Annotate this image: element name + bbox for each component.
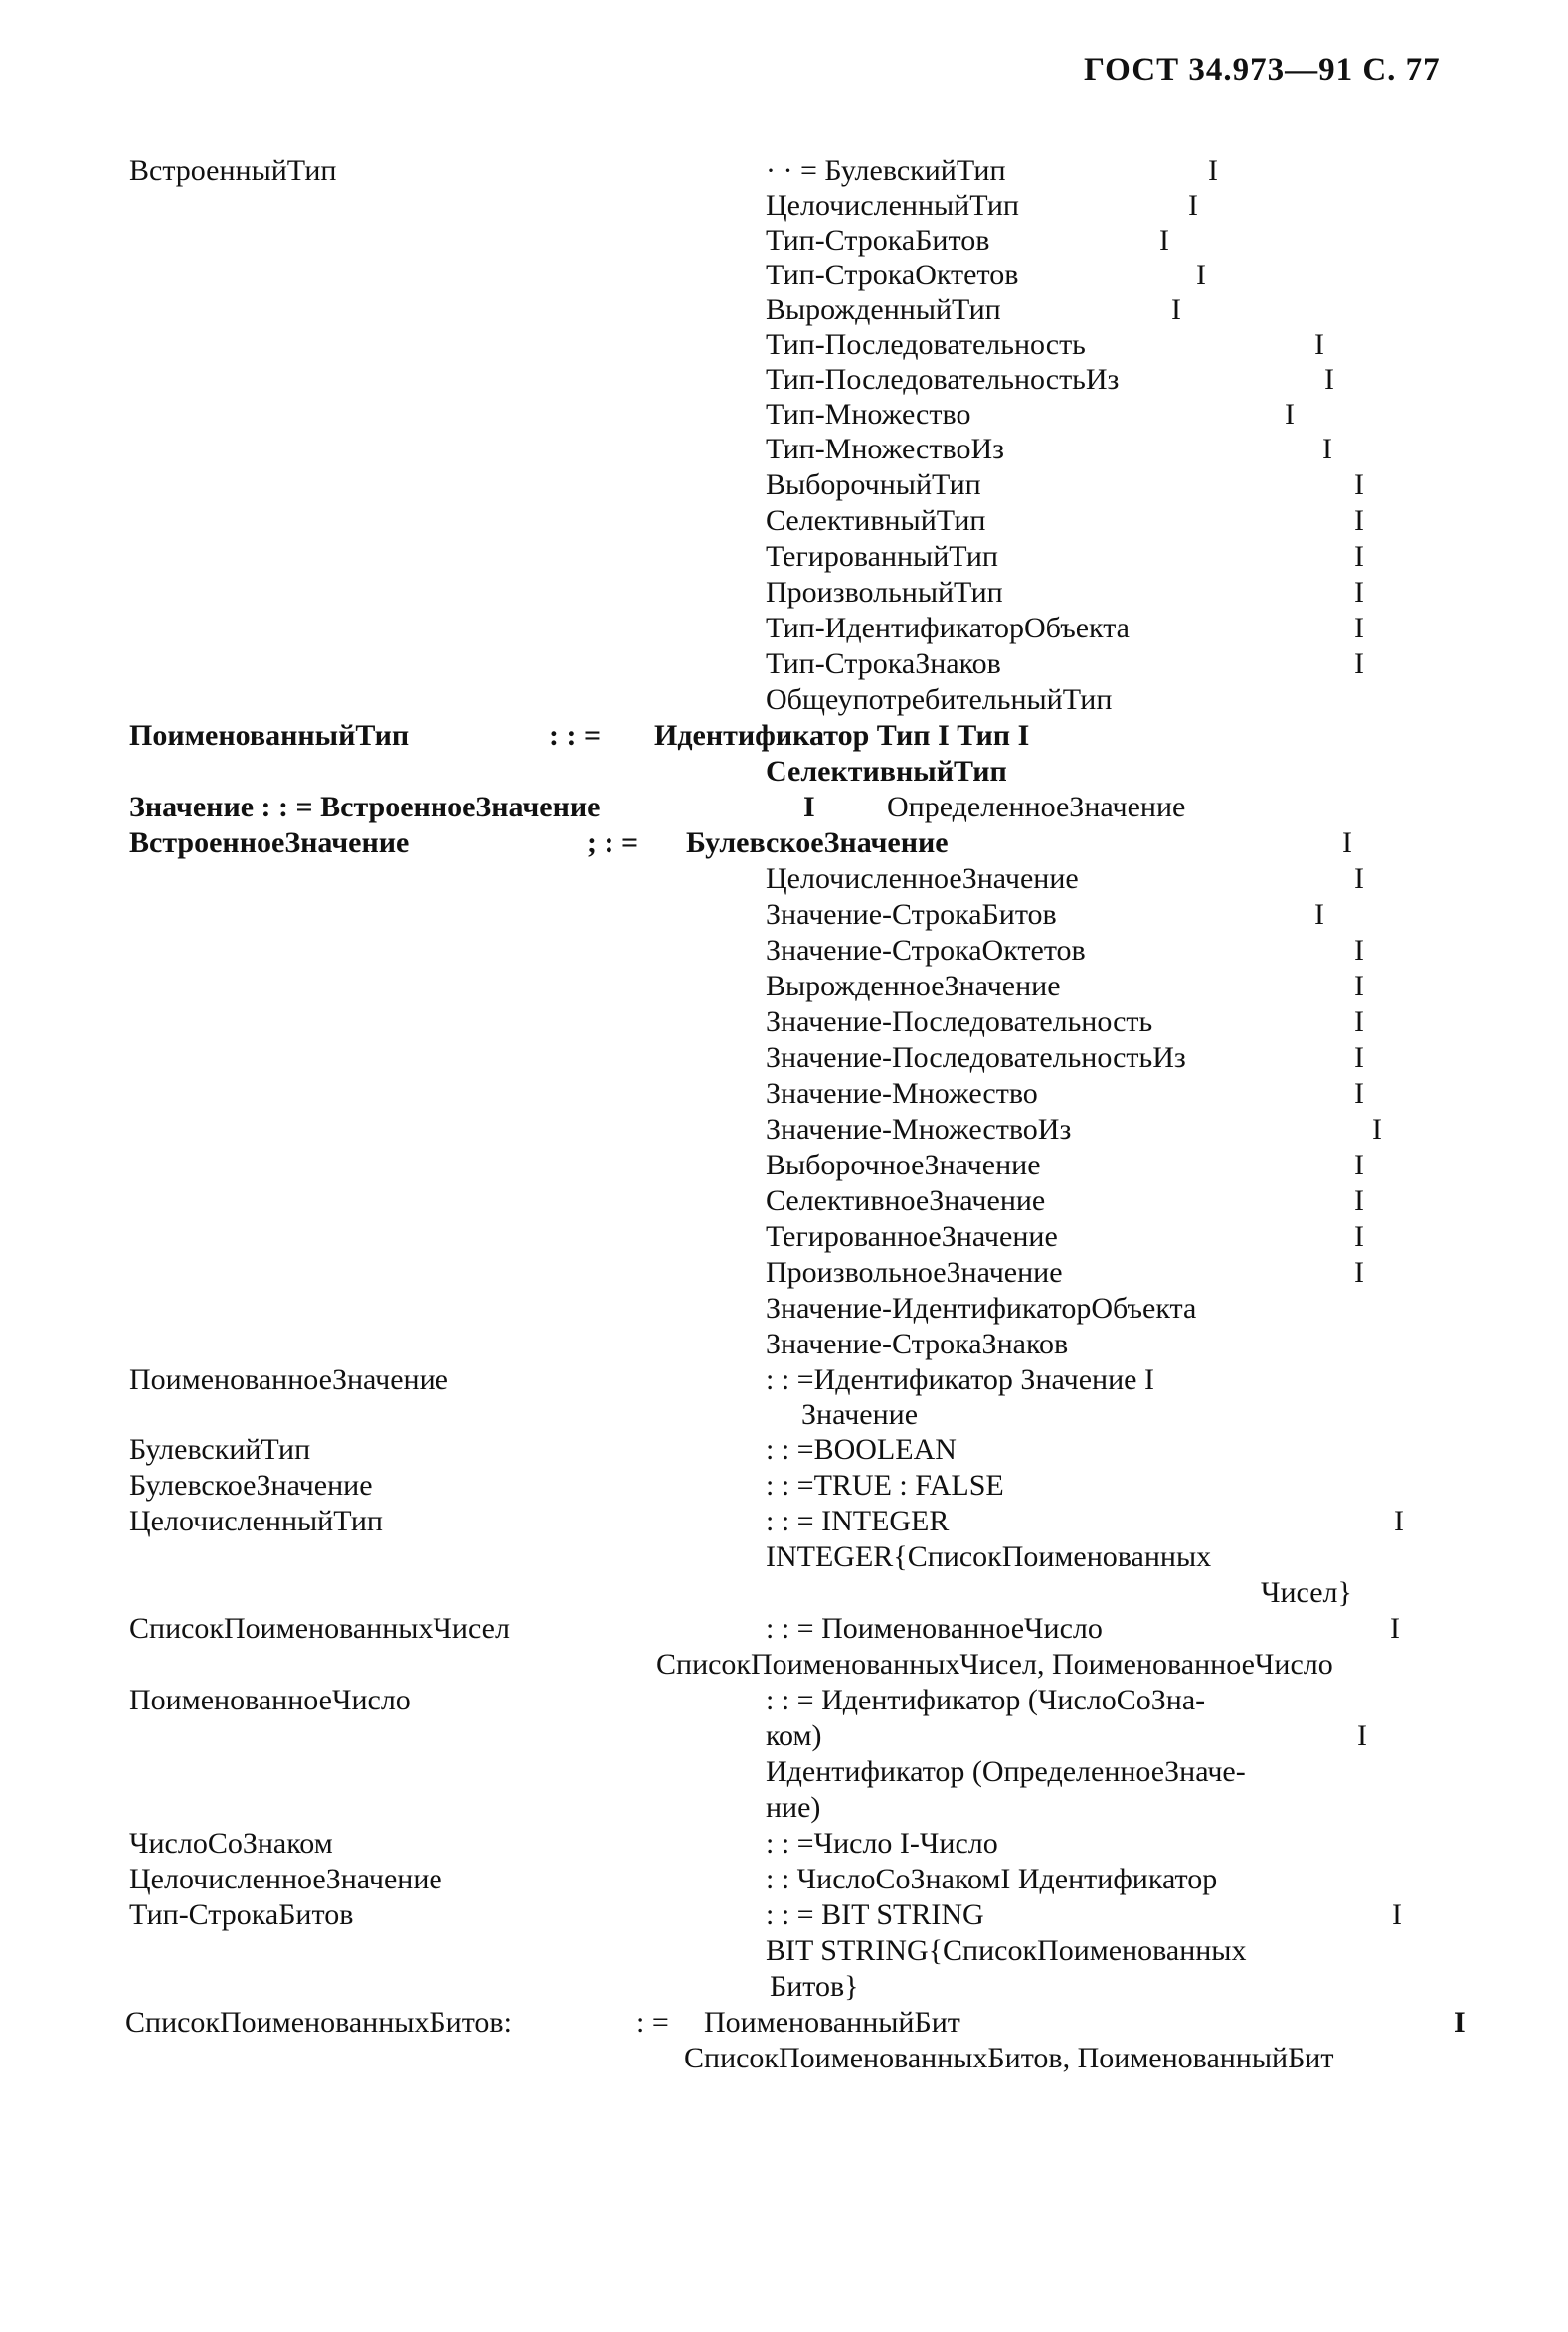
alternation-bar: I — [1354, 1041, 1364, 1074]
alternation-bar: I — [1314, 328, 1324, 361]
rule-rhs-line: Тип-СтрокаБитов — [766, 224, 990, 257]
rule-rhs-line: Значение-МножествоИз — [766, 1113, 1072, 1146]
alternation-bar: I — [1208, 154, 1218, 187]
rule-operator: : : = — [549, 719, 602, 752]
rule-rhs-line: СелективноеЗначение — [766, 1184, 1046, 1217]
rule-rhs-line: Значение-СтрокаЗнаков — [766, 1328, 1069, 1360]
rule-rhs-line: Тип-Множество — [766, 398, 971, 431]
alternation-bar: I — [1390, 1612, 1400, 1645]
rule-rhs-line: Идентификатор Тип I Тип I — [654, 719, 1030, 752]
alternation-bar: I — [1354, 1149, 1364, 1181]
rule-rhs-line: ТегированныйТип — [766, 540, 998, 573]
rule-rhs-line: : : = INTEGER — [766, 1505, 950, 1537]
alternation-bar: I — [1454, 2006, 1466, 2039]
alternation-bar: I — [1354, 934, 1364, 967]
alternation-bar: I — [1171, 293, 1181, 326]
rule-rhs-line: ПоименованныйБит — [704, 2006, 960, 2039]
rule-rhs-line: Значение-Последовательность — [766, 1005, 1153, 1038]
alternation-bar: I — [1314, 898, 1324, 931]
rule-lhs: ПоименованноеЗначение — [129, 1363, 448, 1396]
rule-rhs-line: СелективныйТип — [766, 755, 1007, 788]
rule-rhs-line: ОпределенноеЗначение — [887, 791, 1186, 823]
alternation-bar: I — [1285, 398, 1295, 431]
alternation-bar: I — [1354, 468, 1364, 501]
alternation-bar: I — [1392, 1898, 1402, 1931]
rule-rhs-line: Значение-СтрокаБитов — [766, 898, 1057, 931]
rule-rhs-line: : : =TRUE : FALSE — [766, 1469, 1004, 1502]
rule-rhs-line: БулевскоеЗначение — [686, 826, 949, 859]
rule-lhs: ПоименованныйТип — [129, 719, 410, 752]
rule-rhs-line: · · = БулевскийТип — [766, 154, 1006, 187]
rule-operator: ; : = — [587, 826, 639, 859]
rule-rhs-line: ЦелочисленныйТип — [766, 189, 1019, 222]
alternation-bar: I — [1354, 576, 1364, 609]
rule-rhs-line: ком) — [766, 1719, 822, 1752]
rule-rhs-line: : : ЧислоСоЗнакомI Идентификатор — [766, 1863, 1218, 1895]
rule-rhs-line: Битов} — [770, 1970, 859, 2003]
alternation-bar: I — [1354, 1077, 1364, 1110]
alternation-bar: I — [1354, 504, 1364, 537]
alternation-bar: I — [1372, 1113, 1382, 1146]
rule-rhs-line: ВыборочноеЗначение — [766, 1149, 1041, 1181]
alternation-bar: I — [803, 791, 815, 823]
rule-rhs-line: BIT STRING{СписокПоименованных — [766, 1934, 1247, 1967]
rule-rhs-line: Тип-ИдентификаторОбъекта — [766, 612, 1130, 644]
rule-rhs-line: : : =Идентификатор Значение I — [766, 1363, 1154, 1396]
rule-lhs: СписокПоименованныхЧисел — [129, 1612, 510, 1645]
rule-lhs: ЦелочисленноеЗначение — [129, 1863, 442, 1895]
alternation-bar: I — [1354, 862, 1364, 895]
alternation-bar: I — [1322, 433, 1332, 465]
alternation-bar: I — [1354, 1005, 1364, 1038]
rule-rhs-line: ние) — [766, 1791, 821, 1824]
rule-rhs-line: Значение — [801, 1398, 919, 1431]
rule-rhs-line: : : =BOOLEAN — [766, 1433, 957, 1466]
rule-rhs-line: : : = Идентификатор (ЧислоСоЗна- — [766, 1684, 1206, 1716]
rule-lhs: ВстроенныйТип — [129, 154, 337, 187]
rule-rhs-line: Тип-СтрокаОктетов — [766, 259, 1019, 291]
alternation-bar: I — [1354, 647, 1364, 680]
rule-rhs-line: Тип-МножествоИз — [766, 433, 1004, 465]
alternation-bar: I — [1354, 612, 1364, 644]
alternation-bar: I — [1354, 540, 1364, 573]
rule-rhs-line: ОбщеупотребительныйТип — [766, 683, 1113, 716]
rule-rhs-line: ВыборочныйТип — [766, 468, 981, 501]
rule-rhs-line: INTEGER{СписокПоименованных — [766, 1540, 1212, 1573]
alternation-bar: I — [1324, 363, 1334, 396]
rule-rhs-line: Значение-Множество — [766, 1077, 1038, 1110]
rule-operator: : = — [636, 2006, 669, 2039]
rule-rhs-line: Тип-Последовательность — [766, 328, 1086, 361]
rule-rhs-line: : : = ПоименованноеЧисло — [766, 1612, 1103, 1645]
alternation-bar: I — [1354, 1184, 1364, 1217]
alternation-bar: I — [1196, 259, 1206, 291]
rule-rhs-line: ПроизвольноеЗначение — [766, 1256, 1063, 1289]
rule-lhs: ЧислоСоЗнаком — [129, 1827, 333, 1860]
rule-rhs-line: СписокПоименованныхЧисел, ПоименованноеЧисло — [656, 1648, 1333, 1681]
alternation-bar: I — [1354, 1220, 1364, 1253]
rule-lhs: Тип-СтрокаБитов — [129, 1898, 354, 1931]
rule-rhs-line: : : =Число I-Число — [766, 1827, 998, 1860]
rule-rhs-line: Тип-СтрокаЗнаков — [766, 647, 1001, 680]
alternation-bar: I — [1357, 1719, 1367, 1752]
rule-lhs: ВстроенноеЗначение — [129, 826, 410, 859]
alternation-bar: I — [1354, 970, 1364, 1002]
rule-rhs-line: ТегированноеЗначение — [766, 1220, 1058, 1253]
rule-rhs-line: Тип-ПоследовательностьИз — [766, 363, 1120, 396]
rule-rhs-line: СелективныйТип — [766, 504, 986, 537]
rule-lhs: ПоименованноеЧисло — [129, 1684, 411, 1716]
rule-rhs-line: ВырожденныйТип — [766, 293, 1001, 326]
rule-rhs-line: Идентификатор (ОпределенноеЗначе- — [766, 1755, 1246, 1788]
rule-rhs-line: ВырожденноеЗначение — [766, 970, 1061, 1002]
alternation-bar: I — [1188, 189, 1198, 222]
alternation-bar: I — [1159, 224, 1169, 257]
rule-rhs-line: : : = BIT STRING — [766, 1898, 984, 1931]
rule-rhs-line: Значение-ИдентификаторОбъекта — [766, 1292, 1197, 1325]
rule-lhs: БулевскоеЗначение — [129, 1469, 373, 1502]
rule-rhs-line: ПроизвольныйТип — [766, 576, 1003, 609]
rule-lhs: БулевскийТип — [129, 1433, 311, 1466]
rule-rhs-line: ЦелочисленноеЗначение — [766, 862, 1079, 895]
alternation-bar: I — [1342, 826, 1352, 859]
alternation-bar: I — [1394, 1505, 1404, 1537]
rule-rhs-line: СписокПоименованныхБитов, ПоименованныйБит — [684, 2042, 1334, 2074]
rule-rhs-line: Значение-СтрокаОктетов — [766, 934, 1086, 967]
rule-lhs: Значение : : = ВстроенноеЗначение — [129, 791, 601, 823]
rule-lhs: ЦелочисленныйТип — [129, 1505, 383, 1537]
rule-rhs-line: Значение-ПоследовательностьИз — [766, 1041, 1186, 1074]
rule-lhs: СписокПоименованныхБитов: — [125, 2006, 512, 2039]
alternation-bar: I — [1354, 1256, 1364, 1289]
rule-rhs-line: Чисел} — [1261, 1576, 1352, 1609]
page-header: ГОСТ 34.973—91 С. 77 — [1084, 52, 1441, 88]
